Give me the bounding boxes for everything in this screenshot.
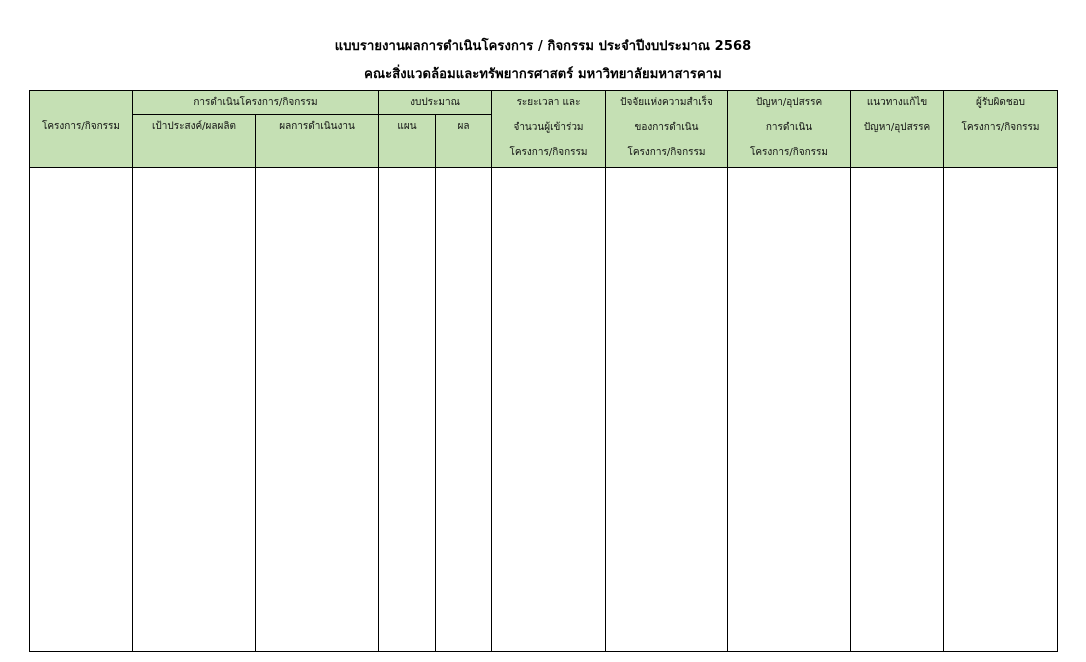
header-budget-group: งบประมาณ [410,97,460,108]
body-cell-owner[interactable] [944,168,1057,651]
body-cell-duration[interactable] [492,168,605,651]
header-project: โครงการ/กิจกรรม [41,121,121,132]
header-owner-line2: โครงการ/กิจกรรม [961,122,1040,133]
header-actual: ผล [457,121,470,132]
header-owner-line1: ผู้รับผิดชอบ [975,97,1026,108]
body-cell-project[interactable] [30,168,132,651]
header-success-line2: ของการดำเนิน [634,122,699,133]
body-cell-problem[interactable] [728,168,850,651]
col-border-10 [1057,90,1058,652]
header-duration-line1: ระยะเวลา และ [516,97,581,108]
faculty-subtitle: คณะสิ่งแวดล้อมและทรัพยากรศาสตร์ มหาวิทยาลัยมหาสารคาม [364,67,722,82]
header-solution-line1: แนวทางแก้ไข [866,97,928,108]
header-plan: แผน [397,121,417,132]
table-top-border [29,90,1058,91]
body-cell-plan[interactable] [379,168,435,651]
body-cell-success[interactable] [606,168,727,651]
body-cell-solution[interactable] [851,168,943,651]
body-cell-result[interactable] [256,168,378,651]
header-solution-line2: ปัญหา/อุปสรรค [863,122,931,133]
header-duration-line3: โครงการ/กิจกรรม [509,147,588,158]
header-problem-line2: การดำเนิน [765,122,813,133]
header-target: เป้าประสงค์/ผลผลิต [152,121,236,132]
table-bottom-border [29,651,1058,652]
header-problem-line3: โครงการ/กิจกรรม [749,147,829,158]
operation-group-underline [133,114,379,115]
body-cell-target[interactable] [133,168,255,651]
report-title: แบบรายงานผลการดำเนินโครงการ / กิจกรรม ประจำปีงบประมาณ 2568 [334,39,752,54]
header-problem-line1: ปัญหา/อุปสรรค [755,97,823,108]
body-cell-actual[interactable] [436,168,491,651]
header-duration-line2: จำนวนผู้เข้าร่วม [513,122,584,133]
header-success-line1: ปัจจัยแห่งความสำเร็จ [620,97,713,108]
header-success-line3: โครงการ/กิจกรรม [627,147,706,158]
header-operation-group: การดำเนินโครงการ/กิจกรรม [193,97,318,108]
header-result: ผลการดำเนินงาน [279,121,355,132]
